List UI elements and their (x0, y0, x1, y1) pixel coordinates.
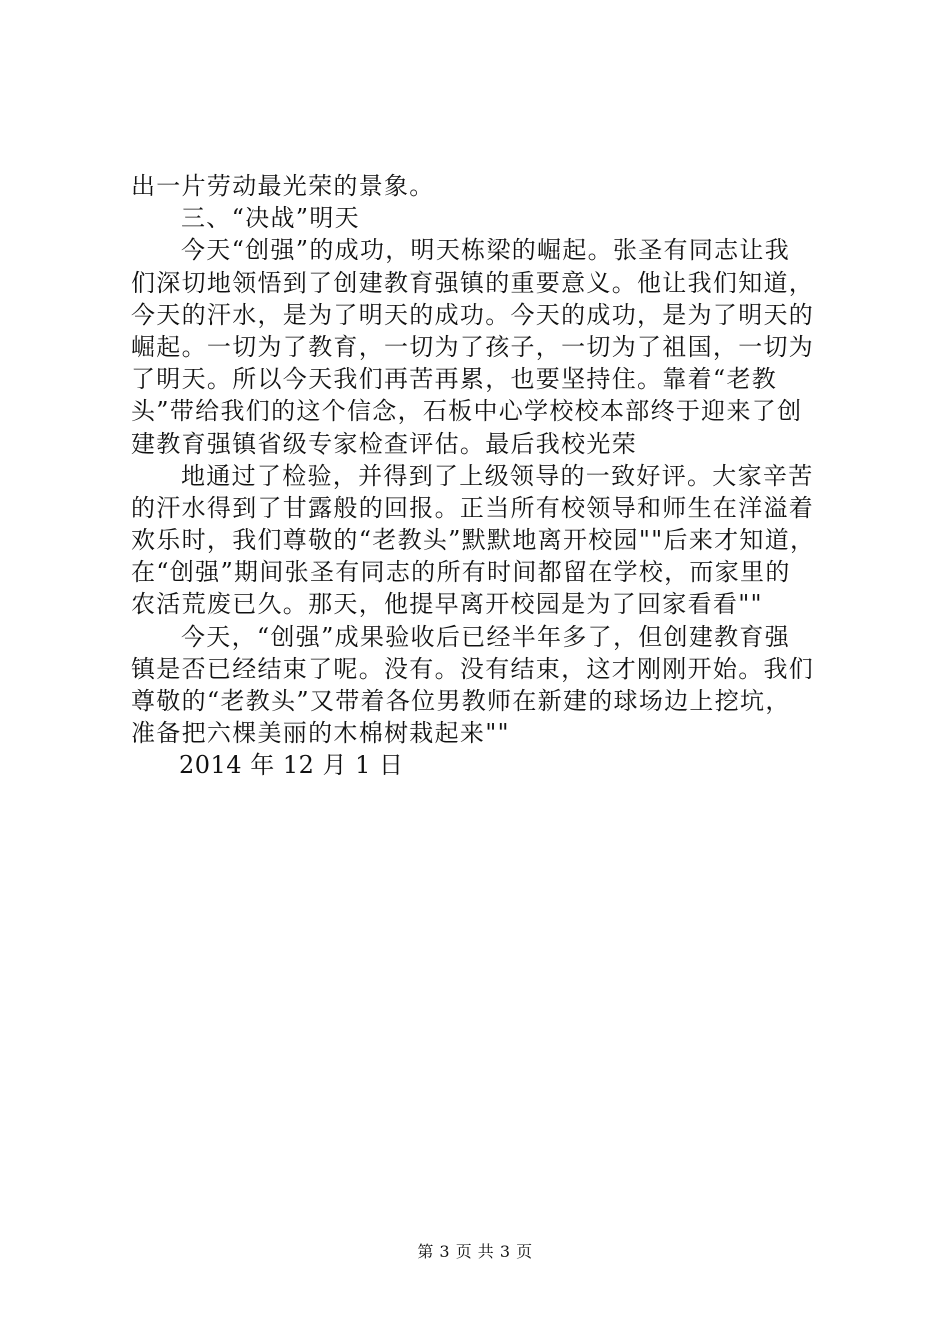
paragraph-line: 的汗水得到了甘露般的回报。正当所有校领导和师生在洋溢着 (131, 493, 815, 522)
paragraph-line: 建教育强镇省级专家检查评估。最后我校光荣 (131, 429, 637, 458)
document-body (131, 170, 831, 782)
paragraph-line: 了明天。所以今天我们再苦再累，也要坚持住。靠着“老教 (131, 365, 778, 394)
paragraph-line: 农活荒废已久。那天，他提早离开校园是为了回家看看"" (131, 590, 763, 619)
paragraph-line: 镇是否已经结束了呢。没有。没有结束，这才刚刚开始。我们 (131, 654, 815, 683)
paragraph-line: 们深切地领悟到了创建教育强镇的重要意义。他让我们知道， (131, 268, 815, 297)
section-heading: 三、“决战”明天 (181, 204, 360, 233)
paragraph-line: 欢乐时，我们尊敬的“老教头”默默地离开校园""后来才知道， (131, 526, 816, 555)
paragraph-line: 今天，“创强”成果验收后已经半年多了，但创建教育强 (181, 622, 791, 651)
document-date: 2014 年 12 月 1 日 (179, 751, 404, 780)
paragraph-line: 今天的汗水，是为了明天的成功。今天的成功，是为了明天的 (131, 300, 815, 329)
paragraph-line: 尊敬的“老教头”又带着各位男教师在新建的球场边上挖坑， (131, 687, 791, 715)
paragraph-line: 出一片劳动最光荣的景象。 (131, 172, 435, 200)
paragraph-line: 今天“创强”的成功，明天栋梁的崛起。张圣有同志让我 (181, 236, 791, 265)
paragraph-line: 在“创强”期间张圣有同志的所有时间都留在学校，而家里的 (131, 558, 791, 587)
paragraph-line: 头”带给我们的这个信念，石板中心学校校本部终于迎来了创 (131, 397, 803, 426)
page-footer: 第 3 页 共 3 页 (417, 1242, 533, 1261)
paragraph-line: 准备把六棵美丽的木棉树栽起来"" (131, 719, 510, 748)
paragraph-line: 崛起。一切为了教育，一切为了孩子，一切为了祖国，一切为 (131, 332, 815, 361)
paragraph-line: 地通过了检验，并得到了上级领导的一致好评。大家辛苦 (181, 461, 814, 490)
